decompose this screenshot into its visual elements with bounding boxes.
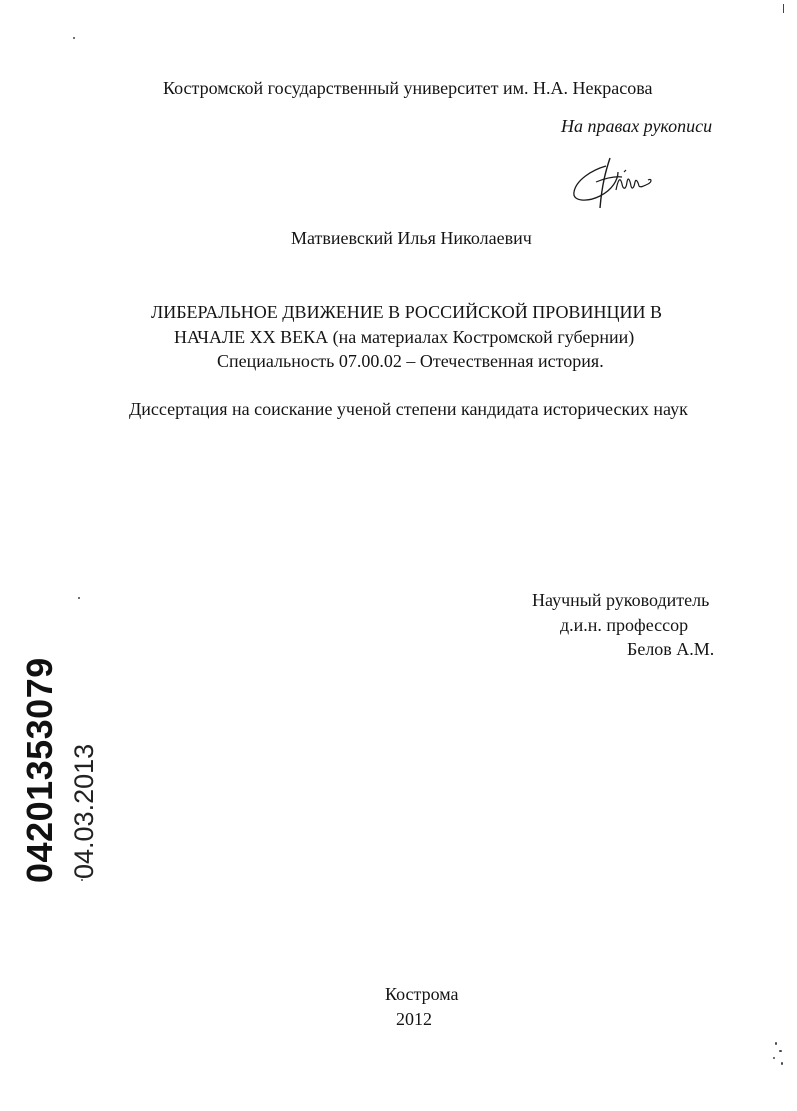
scan-speck [779, 1050, 782, 1052]
author-name: Матвиевский Илья Николаевич [291, 228, 532, 248]
specialty: Специальность 07.00.02 – Отечественная история. [217, 351, 604, 371]
scan-speck [81, 879, 83, 881]
degree-statement: Диссертация на соискание ученой степени кандидата исторических наук [129, 399, 688, 419]
library-stamp [18, 643, 108, 883]
author-signature [566, 150, 656, 215]
dissertation-title-line-2: НАЧАЛЕ XX ВЕКА (на материалах Костромской губернии) [174, 327, 635, 347]
stamp-number: 04201353079 [19, 657, 60, 883]
scan-speck [773, 1057, 775, 1059]
scan-speck [783, 4, 784, 13]
supervisor-role: Научный руководитель [532, 590, 710, 610]
stamp-date: 04.03.2013 [69, 743, 99, 879]
supervisor-degree: д.и.н. профессор [560, 615, 689, 635]
city: Кострома [385, 984, 459, 1004]
rights-note: На правах рукописи [561, 116, 713, 136]
supervisor-name: Белов А.М. [627, 639, 715, 659]
scan-speck [73, 37, 75, 39]
university-name: Костромской государственный университет им. Н.А. Некрасова [163, 78, 653, 98]
dissertation-title-line-1: ЛИБЕРАЛЬНОЕ ДВИЖЕНИЕ В РОССИЙСКОЙ ПРОВИНЦИИ В [151, 302, 662, 322]
year: 2012 [396, 1009, 432, 1029]
scan-speck [78, 597, 80, 599]
scan-speck [775, 1042, 777, 1045]
scan-speck [781, 1062, 783, 1065]
